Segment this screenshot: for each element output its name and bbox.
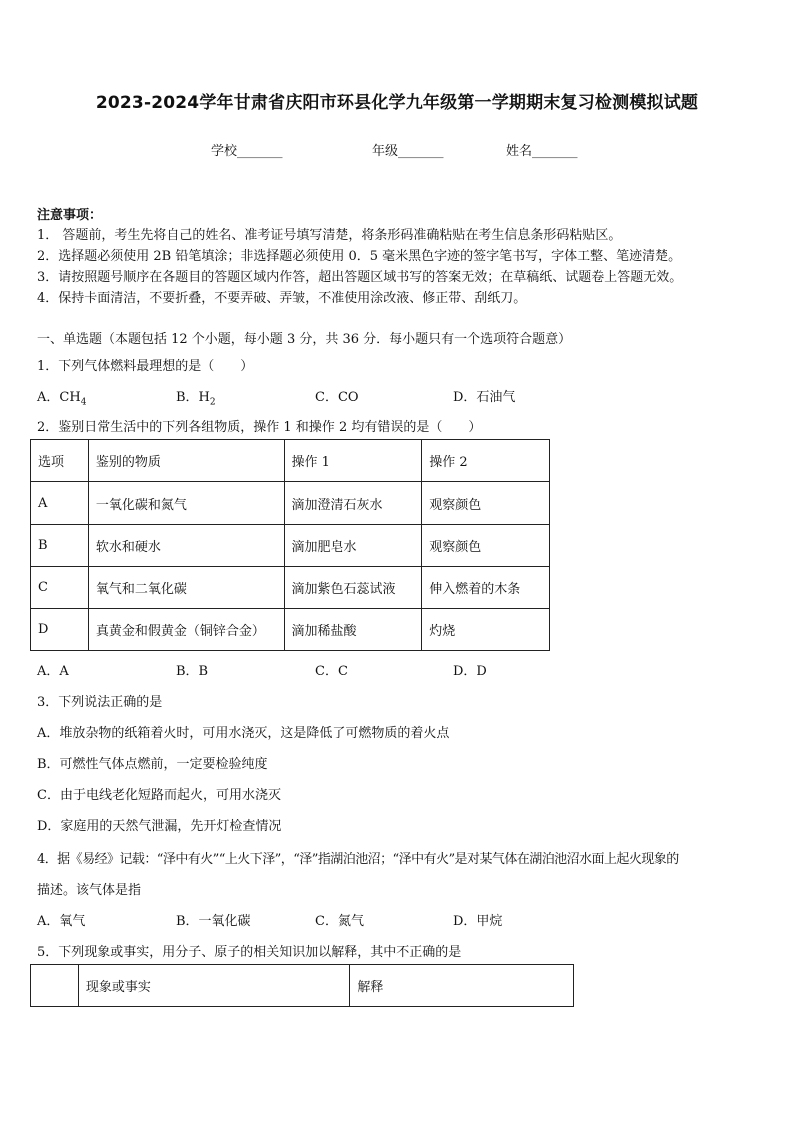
q3-option-a: A．堆放杂物的纸箱着火时，可用水浇灭，这是降低了可燃物质的着火点: [37, 726, 450, 741]
notice-item: 4．保持卡面清洁，不要折叠，不要弄破、弄皱，不准使用涂改液、修正带、刮纸刀。: [37, 291, 527, 306]
table-cell: 伸入燃着的木条: [422, 567, 550, 609]
table-header-row: [31, 965, 574, 1007]
table-header-cell: 解释: [350, 965, 574, 1007]
table-cell: C: [31, 567, 89, 609]
table-cell: 滴加稀盐酸: [284, 609, 422, 651]
table-cell: 滴加紫色石蕊试液: [284, 567, 422, 609]
table-header-cell: 操作 1: [284, 440, 422, 482]
q2-option-b: B．B: [176, 664, 209, 679]
school-field: 学校_______: [211, 144, 283, 159]
table-cell: 观察颜色: [422, 525, 550, 567]
name-field: 姓名_______: [506, 144, 578, 159]
grade-field: 年级_______: [372, 144, 444, 159]
q5-table: [30, 964, 574, 1007]
table-cell: 滴加澄清石灰水: [284, 482, 422, 525]
notice-item: 3．请按照题号顺序在各题目的答题区域内作答，超出答题区域书写的答案无效；在草稿纸、试题卷上答题无效。: [37, 270, 683, 285]
q1-option-b: B．$H_2$: [176, 390, 216, 408]
table-cell: D: [31, 609, 89, 651]
table-row: [31, 525, 550, 567]
question-2-stem: 2．鉴别日常生活中的下列各组物质，操作 1 和操作 2 均有错误的是（ ）: [37, 420, 482, 435]
table-cell: 观察颜色: [422, 482, 550, 525]
table-cell: A: [31, 482, 89, 525]
q3-option-d: D．家庭用的天然气泄漏，先开灯检查情况: [37, 819, 282, 834]
q1-option-d: D．石油气: [453, 390, 516, 405]
question-5-stem: 5．下列现象或事实，用分子、原子的相关知识加以解释，其中不正确的是: [37, 945, 462, 960]
notice-heading: 注意事项：: [37, 208, 103, 223]
q1-option-c: C．CO: [315, 390, 359, 405]
table-cell: 真黄金和假黄金（铜锌合金）: [88, 609, 284, 651]
q2-table: [30, 439, 550, 651]
table-row: [31, 609, 550, 651]
section-heading: 一、单选题（本题包括 12 个小题，每小题 3 分，共 36 分．每小题只有一个选项符合题意）: [37, 332, 572, 347]
table-row: [31, 567, 550, 609]
question-4-stem-cont: 描述。该气体是指: [37, 883, 142, 898]
table-cell: 一氧化碳和氮气: [88, 482, 284, 525]
q4-option-d: D．甲烷: [453, 914, 503, 929]
table-cell: 氧气和二氧化碳: [88, 567, 284, 609]
q3-option-b: B．可燃性气体点燃前，一定要检验纯度: [37, 757, 268, 772]
table-header-cell: [31, 965, 79, 1007]
table-header-cell: 鉴别的物质: [88, 440, 284, 482]
table-header-row: [31, 440, 550, 482]
table-header-cell: 选项: [31, 440, 89, 482]
q4-option-a: A．氧气: [37, 914, 86, 929]
q2-option-c: C．C: [315, 664, 348, 679]
q2-option-d: D．D: [453, 664, 487, 679]
q1-option-a: A．$CH_4$: [37, 390, 87, 408]
page-title: 2023-2024学年甘肃省庆阳市环县化学九年级第一学期期末复习检测模拟试题: [95, 93, 699, 113]
table-cell: B: [31, 525, 89, 567]
table-cell: 灼烧: [422, 609, 550, 651]
notice-item: 1． 答题前，考生先将自己的姓名、准考证号填写清楚，将条形码准确粘贴在考生信息条形码粘贴区。: [37, 228, 622, 243]
q3-option-c: C．由于电线老化短路而起火，可用水浇灭: [37, 788, 281, 803]
table-cell: 软水和硬水: [88, 525, 284, 567]
question-3-stem: 3．下列说法正确的是: [37, 695, 163, 710]
question-1-stem: 1．下列气体燃料最理想的是（ ）: [37, 359, 254, 374]
q4-option-c: C．氮气: [315, 914, 364, 929]
table-header-cell: 操作 2: [422, 440, 550, 482]
q2-option-a: A．A: [37, 664, 69, 679]
notice-item: 2．选择题必须使用 2B 铅笔填涂；非选择题必须使用 0．5 毫米黑色字迹的签字笔书写，字体工整、笔迹清楚。: [37, 249, 682, 264]
table-row: [31, 482, 550, 525]
table-header-cell: 现象或事实: [78, 965, 349, 1007]
q4-option-b: B．一氧化碳: [176, 914, 251, 929]
table-cell: 滴加肥皂水: [284, 525, 422, 567]
question-4-stem: 4．据《易经》记载：“泽中有火”“上火下泽”，“泽”指湖泊池沼；“泽中有火”是对某气体在湖泊池沼水面上起火现象的: [37, 852, 679, 867]
